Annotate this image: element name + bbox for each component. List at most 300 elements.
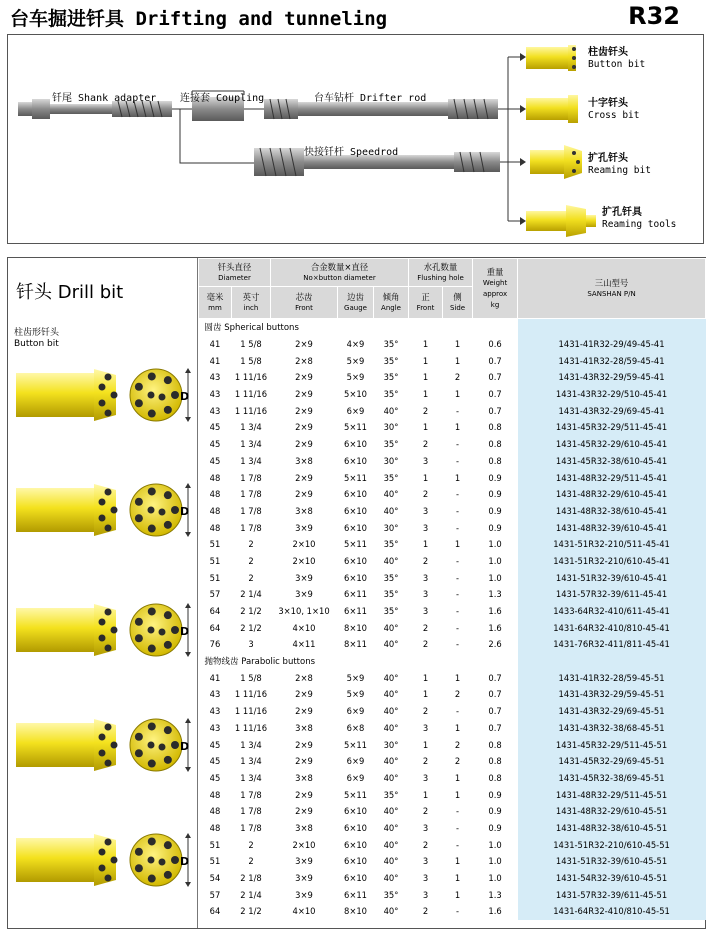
table-cell: 41 [209,672,221,683]
table-cell: 5×10 [343,389,367,400]
table-cell: 0.8 [488,455,502,466]
table-cell: 6×10 [343,439,367,450]
table-cell: 2 [422,489,429,500]
table-cell: 1431-43R32-29/510-45-41 [518,386,706,403]
table-cell: 48 [209,505,221,516]
table-cell: 3 [422,505,429,516]
table-row [199,569,706,586]
th-buttons: 合金数量×直径 No×button diameter [271,259,409,287]
table-cell: 6×10 [343,856,367,867]
table-row [199,402,706,419]
table-cell: 1 11/16 [234,706,268,717]
table-cell: - [456,505,460,516]
table-cell: 2 [454,756,461,767]
table-cell: 2 [422,639,429,650]
table-cell: 40° [383,722,399,733]
table-cell: 1.0 [488,856,502,867]
table-cell: 54 [209,873,221,884]
table-cell: 2 [422,622,429,633]
table-cell: 1431-43R32-29/69-45-41 [518,402,706,419]
reaming-tools-label: 扩孔钎具 Reaming tools [602,207,677,230]
table-cell: 1 11/16 [234,372,268,383]
dimension-label: D [180,390,190,403]
table-cell: 0.7 [488,672,502,683]
table-cell: 6×10 [343,555,367,566]
table-cell: 45 [209,439,221,450]
cross-bit-label: 十字钎头 Cross bit [588,98,640,121]
table-cell: 3 [422,856,429,867]
table-cell: 1.0 [488,539,502,550]
table-cell: 2 [422,706,429,717]
table-row [199,536,706,553]
table-cell: 5×11 [343,472,367,483]
table-row [199,836,706,853]
table-cell: 3×9 [295,889,313,900]
table-cell: 3 [422,606,429,617]
table-cell: 2×9 [295,372,313,383]
table-cell: 3×9 [295,572,313,583]
table-cell: 35° [383,789,399,800]
table-cell: 6×9 [346,706,365,717]
table-cell: 0.8 [488,772,502,783]
table-cell: 2×9 [295,472,313,483]
table-row [199,453,706,470]
table-cell: 1431-43R32-29/59-45-51 [518,686,706,703]
table-cell: 2 [248,856,254,867]
table-cell: 35° [383,889,399,900]
table-cell: 0.8 [488,422,502,433]
table-cell: 35° [383,339,399,350]
table-cell: - [456,589,460,600]
table-cell: 0.6 [488,339,502,350]
table-row [199,636,706,653]
table-cell: 64 [209,906,221,917]
table-cell: 1 7/8 [240,789,262,800]
table-cell: 1431-48R32-29/511-45-41 [518,469,706,486]
table-cell: 1 7/8 [240,489,262,500]
table-cell: 3×8 [295,822,313,833]
table-cell: 1 [422,739,429,750]
table-cell: 40° [383,489,399,500]
table-cell: 1431-51R32-39/610-45-41 [518,569,706,586]
dimension-label: D [180,855,190,868]
table-row [199,369,706,386]
table-cell: 2×9 [295,439,313,450]
table-cell: 2×9 [295,489,313,500]
table-cell: 1431-51R32-210/610-45-41 [518,553,706,570]
table-cell: 2 [422,405,429,416]
table-cell: 35° [383,539,399,550]
table-cell: 35° [383,372,399,383]
table-cell: 1 3/4 [240,455,262,466]
table-cell: 6×9 [346,756,365,767]
table-row [199,486,706,503]
table-cell: 2 1/2 [240,906,262,917]
table-cell: 3×9 [295,589,313,600]
table-cell: 3 [422,572,429,583]
drill-bit-icon [16,603,191,657]
table-cell: 45 [209,739,221,750]
table-cell: 40° [383,856,399,867]
table-row [199,803,706,820]
table-row [199,820,706,837]
table-cell: 3 [422,522,429,533]
drill-bit-icon [16,368,191,422]
table-cell: 40° [383,689,399,700]
table-row [199,870,706,887]
table-cell: 1 [422,689,429,700]
table-cell: 3 [422,889,429,900]
table-cell: 4×10 [292,622,316,633]
table-cell: 6×10 [343,806,367,817]
table-row [199,736,706,753]
table-cell: 1 11/16 [234,722,268,733]
table-cell: 2 [422,756,429,767]
section-row [199,319,706,336]
table-cell: 2×9 [295,689,313,700]
table-cell: 1 [454,355,461,366]
table-cell: 41 [209,339,221,350]
table-cell: 30° [383,422,399,433]
cross-bit-icon [526,95,578,123]
table-cell: 1431-41R32-29/49-45-41 [518,336,706,353]
table-cell: 6×10 [343,839,367,850]
dimension-label: D [180,505,190,518]
table-cell: 1 11/16 [234,689,268,700]
table-cell: 51 [209,572,221,583]
table-cell: 51 [209,555,221,566]
table-cell: 6×10 [343,522,367,533]
table-cell: 2×9 [295,756,313,767]
table-cell: 1 [454,539,461,550]
table-cell: 5×11 [343,422,367,433]
table-cell: 1431-54R32-39/610-45-51 [518,870,706,887]
table-cell: 40° [383,873,399,884]
table-cell: 1 5/8 [240,672,262,683]
table-cell: 35° [383,355,399,366]
table-cell: 0.7 [488,689,502,700]
th-diameter: 钎头直径 Diameter [199,259,271,287]
table-cell: 1 [454,672,461,683]
table-cell: 1.6 [488,622,502,633]
table-cell: 1431-45R32-38/610-45-41 [518,453,706,470]
table-cell: 2 [422,906,429,917]
table-row [199,553,706,570]
dimension-label: D [180,625,190,638]
table-cell: 40° [383,505,399,516]
table-cell: - [456,706,460,717]
table-cell: 0.7 [488,355,502,366]
table-cell: 3 [248,639,254,650]
table-cell: 3 [422,873,429,884]
table-cell: 2×8 [295,672,313,683]
page-title: 台车掘进钎具 Drifting and tunneling [10,8,388,30]
table-cell: 1 [454,889,461,900]
table-cell: 1 7/8 [240,505,262,516]
table-cell: 2 [454,372,461,383]
reaming-bit-icon [530,145,582,179]
table-cell: 2×8 [295,355,313,366]
table-cell: 1431-64R32-410/810-45-51 [518,903,706,920]
table-row [199,853,706,870]
table-cell: 0.9 [488,505,502,516]
table-cell: 1 [454,339,461,350]
table-cell: - [456,606,460,617]
table-cell: - [456,439,460,450]
table-cell: 1431-45R32-29/610-45-41 [518,436,706,453]
table-cell: 6×11 [343,589,367,600]
table-cell: 0.8 [488,756,502,767]
table-cell: 1431-45R32-38/69-45-51 [518,770,706,787]
table-cell: 2 [248,539,254,550]
table-cell: 48 [209,822,221,833]
table-cell: 1433-64R32-410/611-45-41 [518,603,706,620]
table-cell: 2 [454,739,461,750]
table-cell: 2 [248,555,254,566]
table-cell: 40° [383,672,399,683]
table-cell: 1 3/4 [240,439,262,450]
table-cell: 1 [422,539,429,550]
table-cell: 2×9 [295,339,313,350]
table-cell: 2 1/4 [240,889,262,900]
table-cell: 35° [383,389,399,400]
table-cell: 2 [454,689,461,700]
table-cell: 1431-43R32-29/69-45-51 [518,703,706,720]
table-cell: 1431-41R32-28/59-45-41 [518,352,706,369]
table-cell: 1 [422,355,429,366]
table-cell: 40° [383,405,399,416]
section-pn-cell [518,653,706,670]
section-title: 抛物线齿 Parabolic buttons [204,657,316,668]
table-cell: 1431-45R32-29/511-45-51 [518,736,706,753]
table-cell: 41 [209,355,221,366]
drill-bit-section [7,257,706,929]
table-cell: 5×11 [343,539,367,550]
table-cell: 1 [454,873,461,884]
bit-illustration-group [16,368,191,887]
table-cell: 4×9 [346,339,365,350]
table-cell: 3×9 [295,522,313,533]
table-cell: 1431-41R32-28/59-45-51 [518,669,706,686]
table-cell: 1.6 [488,906,502,917]
table-cell: 6×10 [343,455,367,466]
table-cell: 2.6 [488,639,502,650]
table-cell: 40° [383,706,399,717]
table-row [199,686,706,703]
th-flush-front: 正 Front [409,287,443,319]
table-cell: 1 11/16 [234,389,268,400]
table-cell: 2 1/8 [240,873,262,884]
table-row [199,519,706,536]
section-pn-cell [518,319,706,336]
table-cell: 2×9 [295,389,313,400]
table-cell: 0.9 [488,789,502,800]
table-row [199,886,706,903]
th-flush-side: 侧 Side [443,287,473,319]
table-cell: - [456,405,460,416]
table-cell: 2 1/2 [240,606,262,617]
table-cell: 40° [383,806,399,817]
table-cell: 3 [422,772,429,783]
table-cell: 40° [383,756,399,767]
table-cell: 5×9 [346,689,365,700]
table-cell: 2 1/4 [240,589,262,600]
coupling-label: 连接套 Coupling [180,93,265,104]
table-row [199,419,706,436]
table-cell: 57 [209,889,221,900]
table-row [199,469,706,486]
table-row [199,603,706,620]
table-cell: - [456,522,460,533]
table-cell: 0.8 [488,439,502,450]
table-cell: 6×10 [343,822,367,833]
table-cell: 1 7/8 [240,522,262,533]
table-row [199,669,706,686]
table-cell: 48 [209,489,221,500]
table-row [199,753,706,770]
table-cell: 3×9 [295,856,313,867]
table-cell: 1.3 [488,589,502,600]
table-cell: 6×10 [343,505,367,516]
table-cell: 1 7/8 [240,806,262,817]
table-row [199,786,706,803]
table-cell: 1 [454,389,461,400]
table-cell: 51 [209,856,221,867]
table-cell: 1 3/4 [240,772,262,783]
table-cell: 43 [209,722,221,733]
table-cell: 0.8 [488,739,502,750]
table-cell: 2 [422,839,429,850]
th-mm: 毫米 mm [199,287,232,319]
table-cell: 1 [454,789,461,800]
table-cell: 0.9 [488,472,502,483]
table-row [199,336,706,353]
table-cell: 1 [454,772,461,783]
table-cell: 3 [422,455,429,466]
table-cell: 0.9 [488,806,502,817]
table-cell: 1 3/4 [240,422,262,433]
table-cell: 6×10 [343,572,367,583]
th-gauge: 边齿 Gauge [338,287,374,319]
table-cell: 2×9 [295,806,313,817]
table-cell: 5×11 [343,739,367,750]
table-cell: 1431-57R32-39/611-45-41 [518,586,706,603]
table-cell: 2×9 [295,405,313,416]
table-cell: 3 [422,589,429,600]
table-cell: 6×9 [346,772,365,783]
table-cell: 1 [422,339,429,350]
table-row [199,503,706,520]
table-cell: 35° [383,439,399,450]
table-row [199,903,706,920]
table-cell: 8×11 [343,639,367,650]
table-cell: 2 [422,439,429,450]
table-cell: 30° [383,522,399,533]
table-cell: - [456,839,460,850]
drill-bit-icon [16,833,191,887]
table-cell: 48 [209,789,221,800]
table-cell: 1431-48R32-29/511-45-51 [518,786,706,803]
table-cell: 43 [209,372,221,383]
table-cell: - [456,822,460,833]
table-cell: 40° [383,622,399,633]
table-cell: - [456,622,460,633]
table-cell: 43 [209,389,221,400]
table-cell: 35° [383,606,399,617]
table-cell: 2 [422,555,429,566]
table-cell: 8×10 [343,906,367,917]
table-cell: 2 [422,806,429,817]
speedrod-label: 快接钎杆 Speedrod [304,147,399,158]
table-cell: 64 [209,606,221,617]
table-cell: 2×9 [295,739,313,750]
table-cell: 1431-51R32-39/610-45-51 [518,853,706,870]
table-cell: 48 [209,806,221,817]
table-cell: 3×8 [295,722,313,733]
table-cell: 2 1/2 [240,622,262,633]
section-row [199,653,706,670]
table-cell: 2×10 [292,539,316,550]
table-cell: 1 11/16 [234,405,268,416]
table-cell: 5×9 [346,672,365,683]
table-cell: 1 3/4 [240,756,262,767]
table-cell: 3×9 [295,873,313,884]
table-cell: 1431-51R32-210/610-45-51 [518,836,706,853]
th-flushing: 水孔数量 Flushing hole [409,259,473,287]
table-cell: 6×10 [343,489,367,500]
dimension-label: D [180,740,190,753]
table-cell: 45 [209,422,221,433]
table-cell: 3×8 [295,455,313,466]
drill-bit-icon [16,718,191,772]
table-cell: 1431-48R32-38/610-45-41 [518,503,706,520]
table-cell: 1.0 [488,873,502,884]
table-cell: 4×11 [292,639,316,650]
section-title: 圆齿 Spherical buttons [204,323,299,334]
table-cell: 1.0 [488,839,502,850]
table-cell: 35° [383,572,399,583]
table-cell: 40° [383,639,399,650]
table-cell: 1.3 [488,889,502,900]
table-cell: 0.9 [488,522,502,533]
table-cell: 1431-48R32-38/610-45-51 [518,820,706,837]
table-cell: 0.7 [488,706,502,717]
table-cell: 1431-45R32-29/511-45-41 [518,419,706,436]
table-cell: - [456,555,460,566]
table-cell: 5×11 [343,789,367,800]
table-cell: 4×10 [292,906,316,917]
table-cell: 40° [383,839,399,850]
reaming-tools-icon [526,205,596,237]
series-code: R32 [628,2,680,30]
table-row [199,703,706,720]
table-cell: 1 [454,856,461,867]
table-cell: 3×10, 1×10 [278,606,330,617]
th-front: 芯齿 Front [271,287,338,319]
table-row [199,352,706,369]
table-cell: 1431-45R32-29/69-45-51 [518,753,706,770]
table-cell: 43 [209,706,221,717]
drill-bit-title: 钎头 Drill bit [16,282,124,303]
table-cell: 2×10 [292,839,316,850]
button-bit-label: 柱齿钎头 Button bit [588,47,646,70]
table-cell: 2×9 [295,789,313,800]
reaming-bit-label: 扩孔钎头 Reaming bit [588,153,651,176]
table-cell: 3×8 [295,772,313,783]
table-cell: 3 [422,822,429,833]
table-cell: 1 [454,422,461,433]
table-cell: 1.0 [488,572,502,583]
